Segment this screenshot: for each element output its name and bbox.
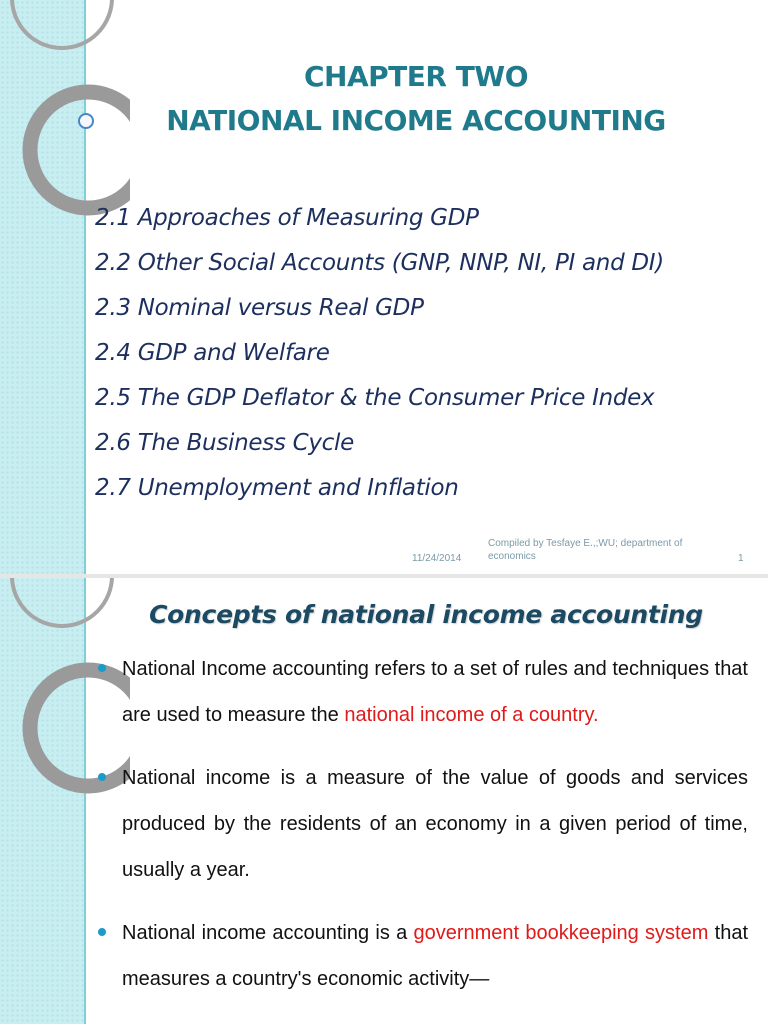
bullet-text: National Income accounting refers to a set of rules and techniques that are used to measure the	[122, 658, 748, 726]
bullet-list	[98, 646, 748, 1019]
bullet-text-after: that measures a country's economic activity—	[122, 922, 748, 990]
slide-title-line1: CHAPTER TWO	[304, 60, 528, 93]
bullet-item	[98, 910, 748, 1002]
table-of-contents	[95, 196, 664, 511]
bullet-text: National income is a measure of the value of goods and services produced by the residents of an economy in a given period of time, usually a year.	[122, 767, 748, 881]
toc-item: 2.5 The GDP Deflator & the Consumer Price Index	[95, 385, 655, 411]
footer-credit: Compiled by Tesfaye E.,;WU; department of economics	[488, 538, 683, 562]
toc-item: 2.2 Other Social Accounts (GNP, NNP, NI, PI and DI)	[95, 250, 664, 276]
toc-item: 2.1 Approaches of Measuring GDP	[95, 205, 479, 231]
slide-title-line2: NATIONAL INCOME ACCOUNTING	[166, 104, 666, 137]
ring-top-decoration	[12, 0, 112, 48]
toc-item: 2.4 GDP and Welfare	[95, 340, 330, 366]
toc-item: 2.7 Unemployment and Inflation	[95, 475, 459, 501]
toc-item: 2.6 The Business Cycle	[95, 430, 354, 456]
bullet-dot-icon	[98, 773, 106, 781]
bullet-highlight: national income of a country.	[344, 704, 599, 726]
bullet-highlight: government bookkeeping system	[413, 922, 709, 944]
bullet-dot-icon	[98, 664, 106, 672]
bullet-item	[98, 755, 748, 893]
bullet-item	[98, 646, 748, 738]
page-number: 1	[738, 553, 744, 564]
slide-2	[0, 578, 768, 1024]
bullet-text: National income accounting is a	[122, 922, 414, 944]
footer-date: 11/24/2014	[412, 553, 462, 564]
slide-heading: Concepts of national income accounting	[149, 600, 703, 629]
bullet-dot-icon	[98, 928, 106, 936]
toc-item: 2.3 Nominal versus Real GDP	[95, 295, 424, 321]
